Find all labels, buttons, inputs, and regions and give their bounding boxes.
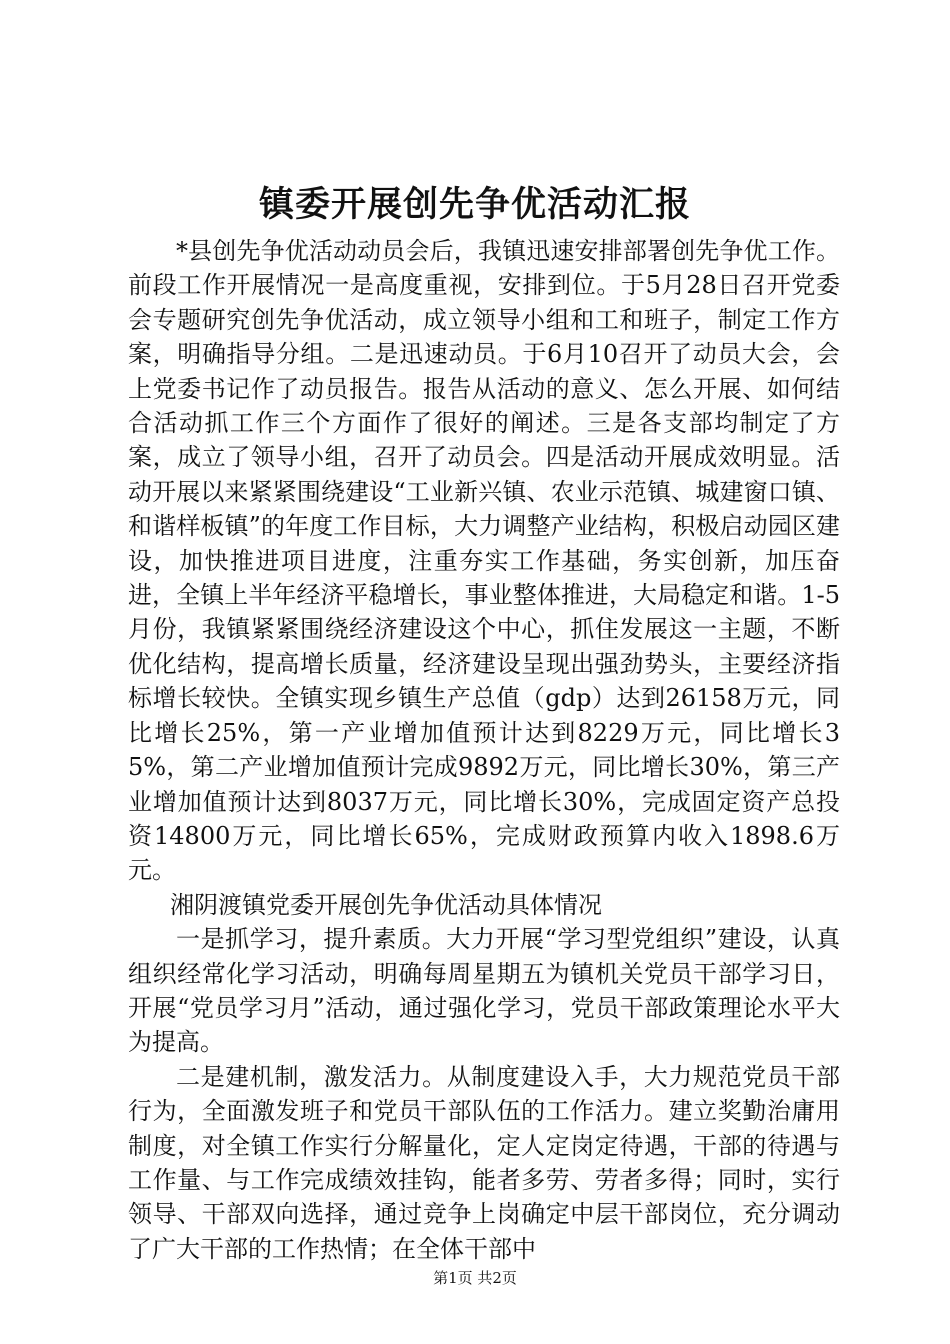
page-number-footer: 第1页 共2页: [433, 1269, 517, 1287]
paragraph-study: 一是抓学习，提升素质。大力开展“学习型党组织”建设，认真组织经常化学习活动，明确每周星期五为镇机关党员干部学习日，开展“党员学习月”活动，通过强化学习，党员干部政策理论水平大为提高。: [128, 925, 840, 1057]
section-heading: 湘阴渡镇党委开展创先争优活动具体情况: [170, 890, 602, 919]
document-body: [128, 234, 840, 1266]
document-title: 镇委开展创先争优活动汇报: [258, 184, 691, 225]
paragraph-mechanism: 二是建机制，激发活力。从制度建设入手，大力规范党员干部行为，全面激发班子和党员干部队伍的工作活力。建立奖勤治庸用制度，对全镇工作实行分解量化，定人定岗定待遇，干部的待遇与工作量、与工作完成绩效挂钩，能者多劳、劳者多得；同时，实行领导、干部双向选择，通过竞争上岗确定中层干部岗位，充分调动了广大干部的工作热情；在全体干部中: [128, 1062, 840, 1263]
paragraph-intro: *县创先争优活动动员会后，我镇迅速安排部署创先争优工作。前段工作开展情况一是高度重视，安排到位。于5月28日召开党委会专题研究创先争优活动，成立领导小组和工和班子，制定工作方案，明确指导分组。二是迅速动员。于6月10召开了动员大会，会上党委书记作了动员报告。报告从活动的意义、怎么开展、如何结合活动抓工作三个方面作了很好的阐述。三是各支部均制定了方案，成立了领导小组，召开了动员会。四是活动开展成效明显。活动开展以来紧紧围绕建设“工业新兴镇、农业示范镇、城建窗口镇、和谐样板镇”的年度工作目标，大力调整产业结构，积极启动园区建设，加快推进项目进度，注重夯实工作基础，务实创新，加压奋进，全镇上半年经济平稳增长，事业整体推进，大局稳定和谐。1-5月份，我镇紧紧围绕经济建设这个中心，抓住发展这一主题，不断优化结构，提高增长质量，经济建设呈现出强劲势头，主要经济指标增长较快。全镇实现乡镇生产总值（gdp）达到26158万元，同比增长25%，第一产业增加值预计达到8229万元，同比增长35%，第二产业增加值预计完成9892万元，同比增长30%，第三产业增加值预计达到8037万元，同比增长30%，完成固定资产总投资14800万元，同比增长65%，完成财政预算内收入1898.6万元。: [128, 237, 840, 885]
